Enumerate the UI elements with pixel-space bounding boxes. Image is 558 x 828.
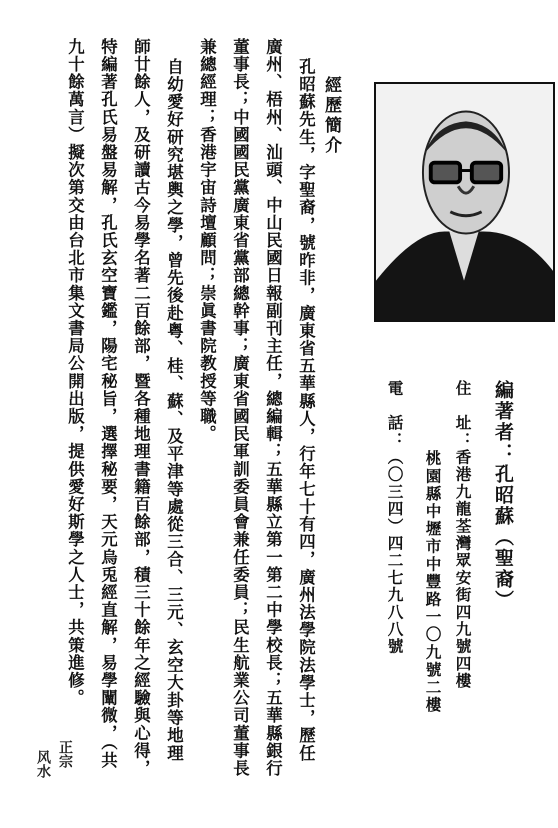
editor-address-line2: 桃園縣中壢市中豐路一〇九號二樓 bbox=[423, 450, 443, 714]
seal-text-1: 正宗 bbox=[57, 740, 73, 768]
bio-column: 孔昭蘇先生，字聖裔，號昨非，廣東省五華縣人，行年七十有四，廣州法學院法學士，歷任 bbox=[296, 58, 316, 762]
editor-name: 編著者：孔昭蘇（聖裔） bbox=[492, 380, 514, 611]
bio-column: 自幼愛好研究堪輿之學，曾先後赴粤、桂、蘇、及平津等處從三合、三元、玄空大卦等地理 bbox=[164, 58, 184, 762]
portrait-photo bbox=[374, 82, 555, 322]
seal-text-2: 风水 bbox=[35, 750, 51, 778]
bio-heading: 經歷簡介 bbox=[321, 76, 341, 156]
bio-column: 師廿餘人，及研讀古今易學名著二百餘部，暨各種地理書籍百餘部，積三十餘年之經驗與心得， bbox=[131, 38, 151, 778]
bio-column: 兼總經理；香港宇宙詩壇顧問；崇眞書院教授等職。 bbox=[197, 38, 217, 443]
editor-address-line1: 住 址：香港九龍荃灣眾安街四九號四樓 bbox=[453, 380, 473, 690]
bio-column: 董事長；中國國民黨廣東省黨部總幹事；廣東省國民軍訓委員會兼任委員；民生航業公司董事長 bbox=[230, 38, 250, 778]
bio-column: 廣州、梧州、汕頭、中山民國日報副刊主任，總編輯；五華縣立第一第二中學校長；五華縣銀行 bbox=[263, 38, 283, 778]
bio-column: 特編著孔氏易盤易解，孔氏玄空寶鑑，陽宅秘旨，選擇秘要，天元烏兎經直解，易學闡微，（共 bbox=[98, 38, 118, 769]
bio-column: 九十餘萬言）擬次第交由台北市集文書局公開出版，提供愛好斯學之人士，共策進修。 bbox=[65, 38, 85, 707]
editor-phone: 電 話：（〇三四）四二七九八八號 bbox=[385, 380, 405, 656]
